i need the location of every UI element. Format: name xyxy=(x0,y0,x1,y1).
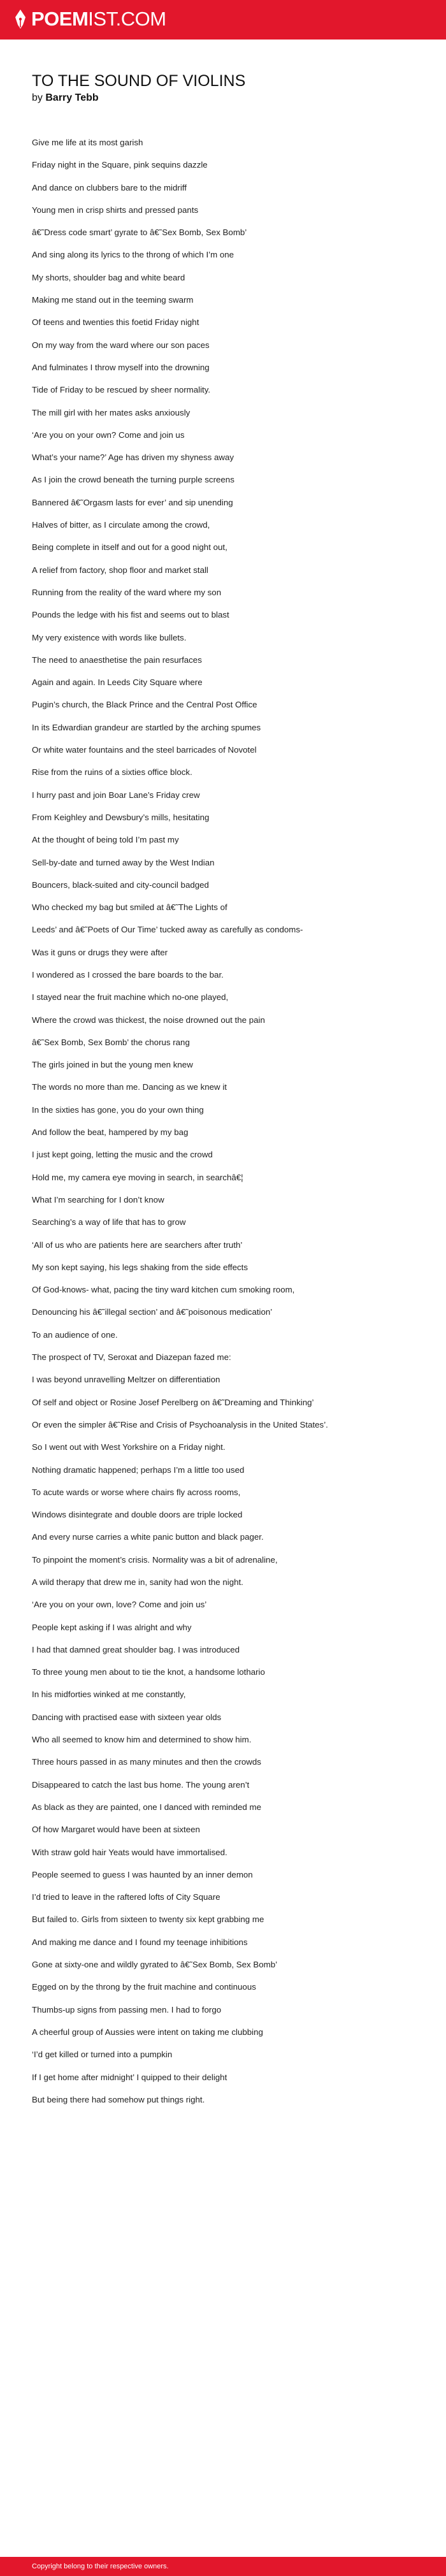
poem-line: My son kept saying, his legs shaking from the side effects xyxy=(32,1262,248,1272)
poem-line: The words no more than me. Dancing as we knew it xyxy=(32,1082,227,1092)
poem-line: To acute wards or worse where chairs fly across rooms, xyxy=(32,1487,241,1497)
poem-line: Bannered â€˜Orgasm lasts for ever’ and sip unending xyxy=(32,497,233,507)
poem-line: Gone at sixty-one and wildly gyrated to â€˜Sex Bomb, Sex Bomb’ xyxy=(32,1960,278,1970)
poem-line: But being there had somehow put things right. xyxy=(32,2094,205,2104)
poem-line: Making me stand out in the teeming swarm xyxy=(32,295,194,305)
logo-wordmark xyxy=(31,9,166,29)
poem-line: I wondered as I crossed the bare boards to the bar. xyxy=(32,969,224,980)
poem-line: Or white water fountains and the steel barricades of Novotel xyxy=(32,745,257,755)
poem-line: To an audience of one. xyxy=(32,1329,118,1340)
poem-line: What’s your name?’ Age has driven my shyness away xyxy=(32,452,234,463)
byline-label: by xyxy=(32,92,43,103)
poem-line: To pinpoint the moment’s crisis. Normality was a bit of adrenaline, xyxy=(32,1554,278,1565)
poem-line: Friday night in the Square, pink sequins dazzle xyxy=(32,160,208,170)
poem-line: I hurry past and join Boar Lane’s Friday crew xyxy=(32,790,200,800)
poem-line: The prospect of TV, Seroxat and Diazepan fazed me: xyxy=(32,1352,231,1363)
poem-line: Halves of bitter, as I circulate among the crowd, xyxy=(32,520,210,530)
poem-line: Searching’s a way of life that has to grow xyxy=(32,1217,186,1227)
site-header xyxy=(0,0,446,40)
poem-line: What I’m searching for I don’t know xyxy=(32,1194,164,1205)
poem-line: A cheerful group of Aussies were intent on taking me clubbing xyxy=(32,2027,263,2037)
poem-line: Nothing dramatic happened; perhaps I’m a little too used xyxy=(32,1465,245,1475)
poem-line: Or even the simpler â€˜Rise and Crisis of Psychoanalysis in the United States’. xyxy=(32,1419,328,1429)
poem-line: In his midforties winked at me constantly, xyxy=(32,1690,186,1700)
poem-line: ‘Are you on your own? Come and join us xyxy=(32,430,185,440)
poem-line: But failed to. Girls from sixteen to twenty six kept grabbing me xyxy=(32,1914,264,1925)
poem-line: Dancing with practised ease with sixteen year olds xyxy=(32,1712,222,1722)
poem-line: And sing along its lyrics to the throng of which I’m one xyxy=(32,250,234,260)
poem-line: And every nurse carries a white panic button and black pager. xyxy=(32,1532,264,1542)
copyright-notice: Copyright belong to their respective owners. xyxy=(32,2563,169,2570)
poem-line: Of teens and twenties this foetid Friday night xyxy=(32,317,199,328)
poem-line: Running from the reality of the ward where my son xyxy=(32,587,222,597)
poem-header xyxy=(32,71,414,105)
poem-line: Tide of Friday to be rescued by sheer normality. xyxy=(32,385,211,395)
poem-line: Give me life at its most garish xyxy=(32,138,143,147)
author-link[interactable]: Barry Tebb xyxy=(45,92,99,103)
poem-line: I just kept going, letting the music and the crowd xyxy=(32,1150,213,1160)
poem-line: And dance on clubbers bare to the midriff xyxy=(32,182,187,192)
poem-line: I stayed near the fruit machine which no-one played, xyxy=(32,992,229,1002)
poem-line: And making me dance and I found my teenage inhibitions xyxy=(32,1937,248,1947)
poem-line: To three young men about to tie the knot, a handsome lothario xyxy=(32,1667,265,1677)
poem-line: The need to anaesthetise the pain resurfaces xyxy=(32,655,202,665)
poem-line: Bouncers, black-suited and city-council badged xyxy=(32,879,209,890)
poem-line: Again and again. In Leeds City Square where xyxy=(32,677,203,688)
poem-line: Leeds’ and â€˜Poets of Our Time’ tucked away as carefully as condoms- xyxy=(32,925,303,935)
logo-wordmark-light: IST.COM xyxy=(88,8,166,30)
poem-byline xyxy=(32,92,414,105)
poem-line: A relief from factory, shop floor and market stall xyxy=(32,565,208,575)
poem-line: Pounds the ledge with his fist and seems out to blast xyxy=(32,610,229,620)
poem-line: And fulminates I throw myself into the drowning xyxy=(32,362,210,372)
poem-line: Being complete in itself and out for a good night out, xyxy=(32,542,227,553)
poem-line: Pugin’s church, the Black Prince and the Central Post Office xyxy=(32,700,257,710)
poem-line: At the thought of being told I’m past my xyxy=(32,835,179,845)
pen-nib-icon xyxy=(14,10,27,29)
poem-line: Sell-by-date and turned away by the West Indian xyxy=(32,857,215,867)
poem-title: TO THE SOUND OF VIOLINS xyxy=(32,72,246,90)
poem-line: So I went out with West Yorkshire on a Friday night. xyxy=(32,1442,226,1452)
poem-line: ‘All of us who are patients here are searchers after truth’ xyxy=(32,1240,243,1250)
poem-line: I had that damned great shoulder bag. I was introduced xyxy=(32,1644,240,1654)
poem-line: I was beyond unravelling Meltzer on differentiation xyxy=(32,1375,220,1385)
poem-line: â€˜Sex Bomb, Sex Bomb’ the chorus rang xyxy=(32,1037,190,1047)
poem-line: As I join the crowd beneath the turning purple screens xyxy=(32,475,234,485)
logo-wordmark-bold: POEM xyxy=(31,8,89,30)
poem-line: Denouncing his â€˜illegal section’ and â€˜poisonous medication’ xyxy=(32,1307,273,1317)
poem-body xyxy=(32,138,395,2117)
poem-line: I’d tried to leave in the raftered lofts of City Square xyxy=(32,1892,220,1902)
poem-line: Was it guns or drugs they were after xyxy=(32,947,168,957)
poem-line: On my way from the ward where our son paces xyxy=(32,340,210,350)
poem-line: My very existence with words like bullets. xyxy=(32,632,187,642)
poem-line: Egged on by the throng by the fruit machine and continuous xyxy=(32,1982,256,1992)
poem-line: The girls joined in but the young men knew xyxy=(32,1060,193,1070)
poem-line: Thumbs-up signs from passing men. I had to forgo xyxy=(32,2004,222,2015)
poem-line: The mill girl with her mates asks anxiously xyxy=(32,407,191,417)
poem-line: ‘Are you on your own, love? Come and join us’ xyxy=(32,1600,207,1610)
poem-line: Disappeared to catch the last bus home. The young aren’t xyxy=(32,1779,250,1790)
site-footer xyxy=(0,2557,446,2576)
site-logo[interactable] xyxy=(14,9,166,29)
poem-line: Young men in crisp shirts and pressed pants xyxy=(32,205,199,215)
poem-line: People seemed to guess I was haunted by an inner demon xyxy=(32,1869,253,1879)
poem-line: As black as they are painted, one I danced with reminded me xyxy=(32,1802,261,1812)
poem-line: A wild therapy that drew me in, sanity had won the night. xyxy=(32,1577,243,1587)
poem-line: Of God-knows- what, pacing the tiny ward kitchen cum smoking room, xyxy=(32,1285,295,1295)
poem-line: â€˜Dress code smart’ gyrate to â€˜Sex Bomb, Sex Bomb’ xyxy=(32,228,247,238)
poem-line: Hold me, my camera eye moving in search, in searchâ€¦ xyxy=(32,1172,243,1182)
poem-line: From Keighley and Dewsbury’s mills, hesitating xyxy=(32,812,210,822)
poem-line: Three hours passed in as many minutes and then the crowds xyxy=(32,1757,261,1767)
poem-line: Rise from the ruins of a sixties office block. xyxy=(32,767,192,778)
poem-line: Who checked my bag but smiled at â€˜The Lights of xyxy=(32,902,227,913)
poem-line: Of self and object or Rosine Josef Perelberg on â€˜Dreaming and Thinking’ xyxy=(32,1397,314,1407)
poem-line: Who all seemed to know him and determined to show him. xyxy=(32,1735,252,1745)
poem-line: My shorts, shoulder bag and white beard xyxy=(32,272,185,282)
poem-line: ‘I’d get killed or turned into a pumpkin xyxy=(32,2050,173,2060)
poem-line: Of how Margaret would have been at sixteen xyxy=(32,1825,200,1835)
poem-line: Windows disintegrate and double doors are triple locked xyxy=(32,1510,243,1520)
poem-line: And follow the beat, hampered by my bag xyxy=(32,1127,189,1138)
poem-line: With straw gold hair Yeats would have immortalised. xyxy=(32,1847,227,1857)
poem-line: In its Edwardian grandeur are startled by the arching spumes xyxy=(32,722,261,732)
poem-line: Where the crowd was thickest, the noise drowned out the pain xyxy=(32,1015,265,1025)
poem-line: In the sixties has gone, you do your own thing xyxy=(32,1104,204,1115)
poem-line: If I get home after midnight’ I quipped to their delight xyxy=(32,2072,227,2082)
poem-line: People kept asking if I was alright and why xyxy=(32,1622,192,1632)
